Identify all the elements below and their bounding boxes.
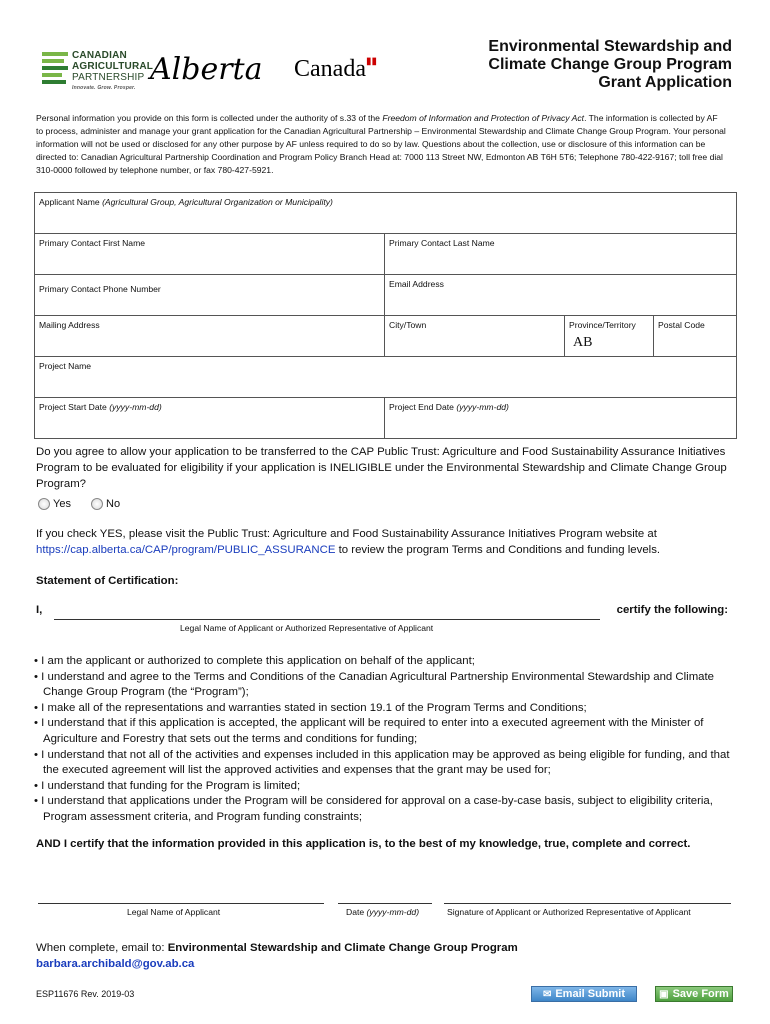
form-title: Environmental Stewardship and Climate Change Group Program Grant Application (488, 38, 732, 91)
public-trust-info: If you check YES, please visit the Public Trust: Agriculture and Food Sustainability Assurance Initiatives Program website at https://cap.alberta.ca/CAP/program/PUBLIC_ASSURANCE to review the program Terms and Conditions and funding levels. (36, 528, 661, 556)
legal-name-signature-line[interactable] (38, 903, 324, 904)
project-dates-row (35, 398, 736, 438)
save-form-button[interactable]: ▣ Save Form (655, 986, 733, 1002)
no-radio[interactable]: No (91, 498, 120, 510)
transfer-question: Do you agree to allow your application to be transferred to the CAP Public Trust: Agriculture and Food Sustainability Assurance Initiatives Program to be evaluated for eligibility if your application is INELIGIBLE under the Environmental Stewardship and Climate Change Group Program? (36, 446, 727, 490)
list-item: • I am the applicant or authorized to complete this application on behalf of the applicant; (34, 654, 744, 670)
province-field[interactable]: Province/Territory AB (565, 316, 654, 356)
province-value: AB (573, 335, 593, 350)
cap-logo-bars (42, 52, 68, 94)
cap-logo-text: CANADIAN AGRICULTURAL PARTNERSHIP Innovate. Grow. Prosper. (72, 50, 154, 91)
envelope-icon: ✉ (542, 988, 552, 1000)
signature-line[interactable] (444, 903, 731, 904)
privacy-notice: Personal information you provide on this form is collected under the authority of s.33 of the Freedom of Information and Protection of Privacy Act. The information is collected by AF to process, administer and manage your grant application for the Canadian Agricultural Partnership – Environmental Stewardship and Climate Change Group Program. Your personal information will not be used or disclosed for any other purpose by AF unless required to do so by law. Questions about the collection, use or disclosure of this information can be directed to: Canadian Agricultural Partnership Coordination and Program Policy Branch Head at: 7000 113 Street NW, Edmonton AB T6H 5T6; Telephone 780-422-9167; toll free dial 310-0000 followed by telephone number, or fax 780-427-5921. (36, 113, 726, 175)
contact-phone-row (35, 275, 736, 316)
canada-flag-icon: ▮▮ (365, 56, 377, 67)
legal-name-caption: Legal Name of Applicant (127, 907, 221, 917)
canada-logo: Canada▮▮ (294, 56, 377, 82)
cap-logo (42, 50, 154, 96)
list-item: • I make all of the representations and warranties stated in section 19.1 of the Program Terms and Conditions; (34, 701, 744, 717)
list-item: • I understand that applications under the Program will be considered for approval on a case-by-case basis, subject to eligibility criteria, Program assessment criteria, and Program funding constraints; (34, 794, 744, 825)
applicant-name-field[interactable]: Applicant Name (Agricultural Group, Agricultural Organization or Municipality) (39, 197, 333, 207)
date-signature-line[interactable] (338, 903, 432, 904)
yes-radio[interactable]: Yes (38, 498, 71, 510)
certification-bullets (34, 654, 744, 826)
certification-heading: Statement of Certification: (36, 575, 179, 587)
contact-name-row (35, 234, 736, 275)
list-item: • I understand that if this application is accepted, the applicant will be required to enter into a executed agreement with the Minister of Agriculture and Forestry that sets out the terms and conditions for funding; (34, 716, 744, 747)
legal-name-input-line[interactable] (54, 619, 600, 620)
i-label: I, (36, 604, 43, 616)
end-date-field[interactable]: Project End Date (yyyy-mm-dd) (389, 402, 509, 412)
list-item: • I understand that funding for the Program is limited; (34, 779, 744, 795)
radio-icon (38, 498, 50, 510)
date-caption: Date (yyyy-mm-dd) (346, 907, 420, 917)
project-name-row (35, 357, 736, 398)
list-item: • I understand and agree to the Terms and Conditions of the Canadian Agricultural Partnership Environmental Stewardship and Climate Change Group Program (the “Program”); (34, 670, 744, 701)
applicant-name-row (35, 193, 736, 234)
email-address-link[interactable]: barbara.archibald@gov.ab.ca (36, 958, 195, 970)
email-field[interactable]: Email Address (389, 279, 444, 289)
first-name-field[interactable]: Primary Contact First Name (35, 234, 385, 274)
postal-code-field[interactable]: Postal Code (658, 320, 705, 330)
certify-label: certify the following: (616, 604, 728, 616)
alberta-logo: Alberta (150, 52, 263, 87)
public-trust-link[interactable]: https://cap.alberta.ca/CAP/program/PUBLIC_ASSURANCE (36, 544, 336, 556)
signature-caption: Signature of Applicant or Authorized Representative of Applicant (447, 907, 691, 917)
project-name-field[interactable]: Project Name (39, 361, 92, 371)
disk-icon: ▣ (659, 988, 669, 1000)
last-name-field[interactable]: Primary Contact Last Name (389, 238, 495, 248)
address-row (35, 316, 736, 357)
legal-name-caption: Legal Name of Applicant or Authorized Representative of Applicant (180, 623, 434, 633)
phone-field[interactable]: Primary Contact Phone Number (35, 275, 385, 315)
radio-icon (91, 498, 103, 510)
city-field[interactable]: City/Town (385, 316, 565, 356)
email-instructions: When complete, email to: Environmental Stewardship and Climate Change Group Program barbara.archibald@gov.ab.ca (36, 942, 518, 970)
application-form-grid (34, 192, 737, 439)
list-item: • I understand that not all of the activities and expenses included in this application may be approved as being eligible for funding, and that the executed agreement will list the approved activities and expenses that the grant may be used for; (34, 748, 744, 779)
email-submit-button[interactable]: ✉ Email Submit (531, 986, 637, 1002)
mailing-address-field[interactable]: Mailing Address (35, 316, 385, 356)
final-certification: AND I certify that the information provided in this application is, to the best of my knowledge, true, complete and correct. (36, 838, 691, 850)
start-date-field[interactable]: Project Start Date (yyyy-mm-dd) (35, 398, 385, 438)
form-number: ESP11676 Rev. 2019-03 (36, 989, 135, 999)
